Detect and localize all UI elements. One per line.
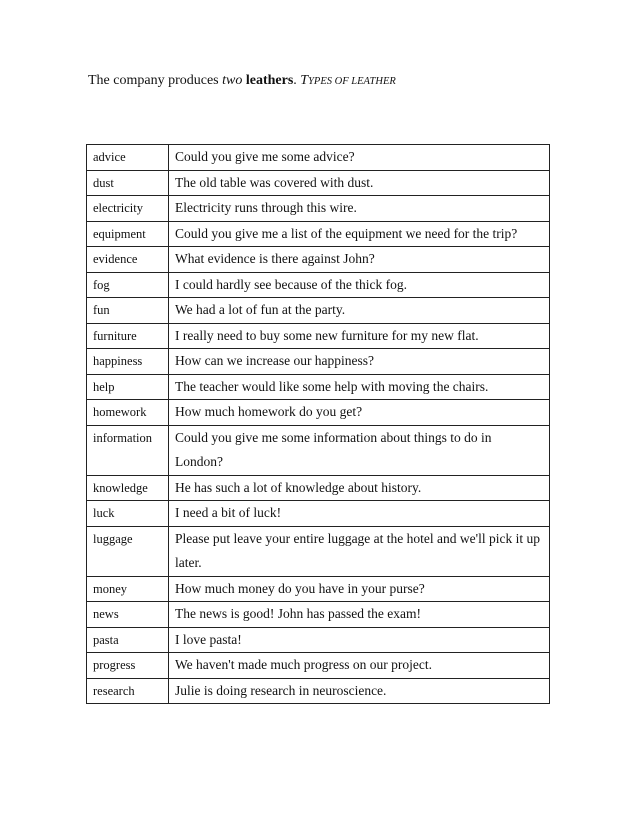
example-sentence-cell: We had a lot of fun at the party. <box>169 298 550 324</box>
word-cell: dust <box>87 170 169 196</box>
example-sentence-cell: How much money do you have in your purse? <box>169 576 550 602</box>
example-sentence-cell: How can we increase our happiness? <box>169 349 550 375</box>
table-row <box>87 602 550 628</box>
example-sentence-cell: He has such a lot of knowledge about history. <box>169 475 550 501</box>
table-row <box>87 400 550 426</box>
table-row <box>87 475 550 501</box>
table-row <box>87 576 550 602</box>
table-row <box>87 526 550 576</box>
heading-text-1: The company produces <box>88 73 223 88</box>
example-sentence-cell: I love pasta! <box>169 627 550 653</box>
example-sentence-cell: Could you give me some information about things to do in London? <box>169 425 550 475</box>
table-row <box>87 678 550 704</box>
heading-text-7: YPES OF LEATHER <box>308 76 396 87</box>
word-cell: progress <box>87 653 169 679</box>
table-row <box>87 170 550 196</box>
example-sentence-cell: The old table was covered with dust. <box>169 170 550 196</box>
word-cell: electricity <box>87 196 169 222</box>
example-sentence-cell: Julie is doing research in neuroscience. <box>169 678 550 704</box>
table-row <box>87 653 550 679</box>
table-row <box>87 627 550 653</box>
table-row <box>87 425 550 475</box>
word-cell: news <box>87 602 169 628</box>
word-cell: fun <box>87 298 169 324</box>
example-sentence-cell: The teacher would like some help with moving the chairs. <box>169 374 550 400</box>
example-sentence-cell: The news is good! John has passed the exam! <box>169 602 550 628</box>
vocabulary-table <box>86 144 550 704</box>
example-sentence-cell: Could you give me some advice? <box>169 145 550 171</box>
heading-text-5: . <box>293 73 301 88</box>
example-sentence-cell: How much homework do you get? <box>169 400 550 426</box>
table-row <box>87 323 550 349</box>
table-row <box>87 221 550 247</box>
table-row <box>87 272 550 298</box>
word-cell: money <box>87 576 169 602</box>
heading-text-6: T <box>300 73 309 88</box>
word-cell: happiness <box>87 349 169 375</box>
example-sentence-cell: Please put leave your entire luggage at the hotel and we'll pick it up later. <box>169 526 550 576</box>
table-row <box>87 298 550 324</box>
word-cell: equipment <box>87 221 169 247</box>
table-row <box>87 247 550 273</box>
word-cell: knowledge <box>87 475 169 501</box>
table-row <box>87 196 550 222</box>
word-cell: luggage <box>87 526 169 576</box>
word-cell: information <box>87 425 169 475</box>
table-row <box>87 501 550 527</box>
word-cell: luck <box>87 501 169 527</box>
example-sentence-cell: I need a bit of luck! <box>169 501 550 527</box>
example-sentence-cell: Electricity runs through this wire. <box>169 196 550 222</box>
word-cell: advice <box>87 145 169 171</box>
example-sentence-cell: What evidence is there against John? <box>169 247 550 273</box>
word-cell: homework <box>87 400 169 426</box>
table-row <box>87 145 550 171</box>
word-cell: evidence <box>87 247 169 273</box>
word-cell: furniture <box>87 323 169 349</box>
word-cell: pasta <box>87 627 169 653</box>
vocabulary-table-body <box>87 145 550 704</box>
word-cell: research <box>87 678 169 704</box>
word-cell: fog <box>87 272 169 298</box>
example-sentence-cell: We haven't made much progress on our project. <box>169 653 550 679</box>
heading-text-2: two <box>222 73 243 88</box>
example-sentence-cell: Could you give me a list of the equipment we need for the trip? <box>169 221 550 247</box>
document-heading <box>88 71 396 92</box>
heading-text-4: leathers <box>245 73 294 88</box>
example-sentence-cell: I really need to buy some new furniture for my new flat. <box>169 323 550 349</box>
word-cell: help <box>87 374 169 400</box>
table-row <box>87 374 550 400</box>
example-sentence-cell: I could hardly see because of the thick fog. <box>169 272 550 298</box>
table-row <box>87 349 550 375</box>
